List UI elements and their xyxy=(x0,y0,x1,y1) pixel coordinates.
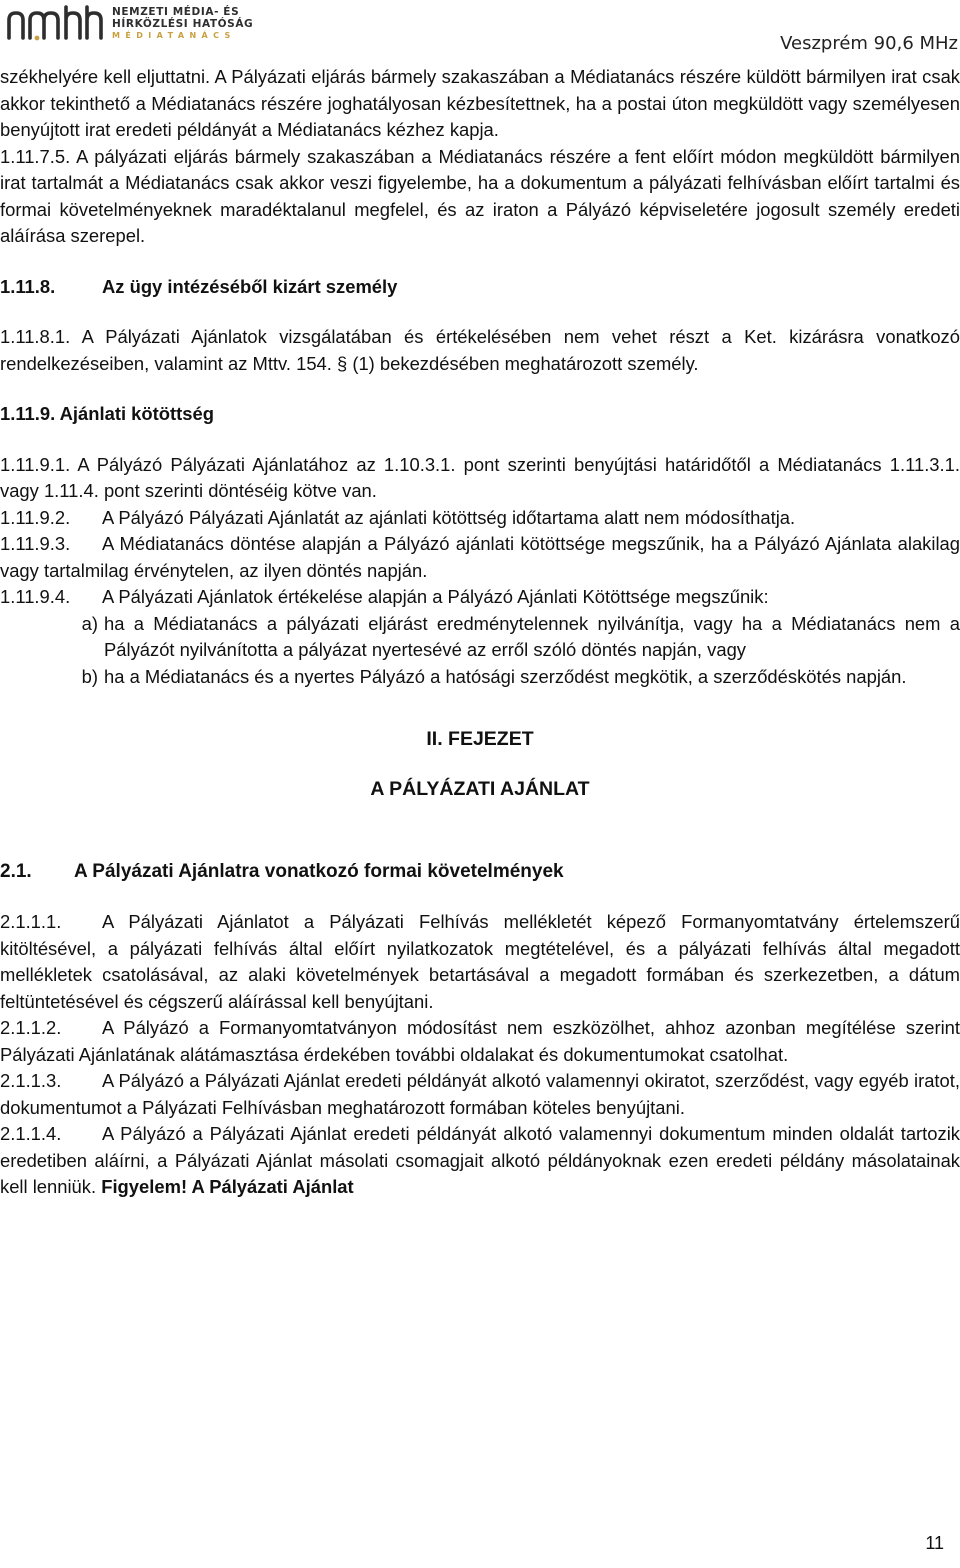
list-item xyxy=(0,664,960,691)
paragraph-text: A pályázati eljárás bármely szakaszában a Médiatanács részére a fent előírt módon megküldött bármilyen irat tartalmát a Médiatanács csak akkor veszi figyelembe, ha a dokumentum a pályázati felhívásban előírt tartalmi és formai követelményeknek maradéktalanul megfelel, és az iraton a Pályázó képviseletére jogosult személy eredeti aláírása szerepel. xyxy=(0,145,960,246)
paragraph-text: A Pályázó a Pályázati Ajánlat eredeti példányát alkotó valamennyi dokumentum minden oldalát tartozik eredetiben aláírni, a Pályázati Ajánlat másolati csomagjait alkotó példányoknak ezen eredeti példány másolatainak kell lenniük. xyxy=(0,1123,960,1197)
nmhh-logo-mark-icon xyxy=(6,4,106,42)
paragraph-number: 2.1.1.4. xyxy=(0,1123,62,1144)
section-heading-1-11-9: 1.11.9. Ajánlati kötöttség xyxy=(0,403,214,424)
logo-line-3: MÉDIATANÁCS xyxy=(112,31,236,40)
paragraph-number: 1.11.9.3. xyxy=(0,533,71,554)
document-body xyxy=(0,64,960,1201)
heading-text: Az ügy intézéséből kizárt személy xyxy=(102,275,398,297)
heading-number: 1.11.8. xyxy=(0,275,56,297)
paragraph-1-11-8-1 xyxy=(0,324,960,377)
paragraph-number: 1.11.9.4. xyxy=(0,586,71,607)
paragraph-number: 1.11.7.5. xyxy=(0,145,71,167)
page-header xyxy=(0,0,960,58)
section-heading-1-11-8 xyxy=(0,274,960,301)
paragraph-2-1-1-2 xyxy=(0,1015,960,1068)
paragraph-text: A Pályázó a Formanyomtatványon módosítást nem eszközölhet, ahhoz azonban megítélése szerint Pályázati Ajánlatának alátámasztása érdekében további oldalakat és dokumentumokat csatolhat. xyxy=(0,1017,960,1065)
list-item xyxy=(0,611,960,664)
logo-line-1: NEMZETI MÉDIA- ÉS xyxy=(112,6,240,18)
chapter-title: A PÁLYÁZATI AJÁNLAT xyxy=(370,778,590,800)
paragraph-number: 1.11.8.1. xyxy=(0,326,71,347)
paragraph-number: 2.1.1.1. xyxy=(0,911,62,932)
warning-text: Figyelem! A Pályázati Ajánlat xyxy=(101,1176,354,1197)
heading-number: 2.1. xyxy=(0,861,32,882)
heading-text: A Pályázati Ajánlatra vonatkozó formai követelmények xyxy=(74,861,564,882)
paragraph-number: 2.1.1.3. xyxy=(0,1070,62,1091)
section-heading-2-1 xyxy=(0,859,960,885)
logo-line-2: HÍRKÖZLÉSI HATÓSÁG xyxy=(112,17,254,30)
list-item-text: ha a Médiatanács a pályázati eljárást eredménytelennek nyilvánítja, vagy ha a Médiatanács nem a Pályázót nyilvánította a pályázat nyertesévé az erről szóló döntés napján, vagy xyxy=(104,612,960,660)
paragraph-text: A Médiatanács döntése alapján a Pályázó ajánlati kötöttsége megszűnik, ha a Pályázó Ajánlata alakilag vagy tartalmilag érvénytelen, az ilyen döntés napján. xyxy=(0,533,960,581)
list-item-text: ha a Médiatanács és a nyertes Pályázó a hatósági szerződést megkötik, a szerződéskötés napján. xyxy=(104,665,907,687)
paragraph-number: 2.1.1.2. xyxy=(0,1017,62,1038)
paragraph-1-11-9-4 xyxy=(0,584,960,611)
paragraph-2-1-1-3 xyxy=(0,1068,960,1121)
paragraph-1-11-9-1 xyxy=(0,452,960,505)
paragraph-text: A Pályázó Pályázati Ajánlatát az ajánlati kötöttség időtartama alatt nem módosíthatja. xyxy=(102,506,796,528)
logo-text xyxy=(112,7,253,40)
paragraph-number: 1.11.9.1. xyxy=(0,453,71,475)
paragraph-text: A Pályázati Ajánlatot a Pályázati Felhívás mellékletét képező Formanyomtatvány értelemszerű kitöltésével, a pályázati felhívás által előírt nyilatkozatok megtételével, és a pályázati felhívás által megadott mellékletek csatolásával, az alaki követelmények betartásával a megadott formában és szerkezetben, a dátum feltüntetésével és cégszerű aláírással kell benyújtani. xyxy=(0,911,960,1012)
paragraph-1-11-7-5 xyxy=(0,144,960,250)
paragraph-text: A Pályázó a Pályázati Ajánlat eredeti példányát alkotó valamennyi okiratot, szerződést, vagy egyéb iratot, dokumentumot a Pályázati Felhívásban meghatározott formában köteles benyújtani. xyxy=(0,1070,960,1118)
list-item-label: b) xyxy=(81,665,98,687)
page-number: 11 xyxy=(925,1533,944,1553)
paragraph-text: A Pályázati Ajánlatok értékelése alapján a Pályázó Ajánlati Kötöttsége megszűnik: xyxy=(102,586,769,607)
paragraph-2-1-1-1 xyxy=(0,909,960,1015)
paragraph-1: székhelyére kell eljuttatni. A Pályázati eljárás bármely szakaszában a Médiatanács részére küldött bármilyen irat csak akkor tekinthető a Médiatanács részére joghatályosan kézbesítettnek, ha a postai úton megküldött vagy személyesen benyújtott irat eredeti példányát a Médiatanács kézhez kapja. xyxy=(0,66,960,140)
paragraph-text: A Pályázó Pályázati Ajánlatához az 1.10.3.1. pont szerinti benyújtási határidőtől a Médiatanács 1.11.3.1. vagy 1.11.4. pont szerinti döntéséig kötve van. xyxy=(0,453,960,501)
paragraph-text: A Pályázati Ajánlatok vizsgálatában és értékelésében nem vehet részt a Ket. kizárásra vonatkozó rendelkezéseiben, valamint az Mttv. 154. § (1) bekezdésében meghatározott személy. xyxy=(0,326,960,374)
paragraph-1-11-9-3 xyxy=(0,531,960,584)
termination-list xyxy=(0,611,960,691)
chapter-number: II. FEJEZET xyxy=(426,728,534,750)
paragraph-1-11-9-2 xyxy=(0,505,960,532)
station-label: Veszprém 90,6 MHz xyxy=(780,33,958,54)
paragraph-2-1-1-4 xyxy=(0,1121,960,1201)
nmhh-logo xyxy=(6,4,253,42)
paragraph-number: 1.11.9.2. xyxy=(0,506,71,528)
list-item-label: a) xyxy=(81,612,98,634)
